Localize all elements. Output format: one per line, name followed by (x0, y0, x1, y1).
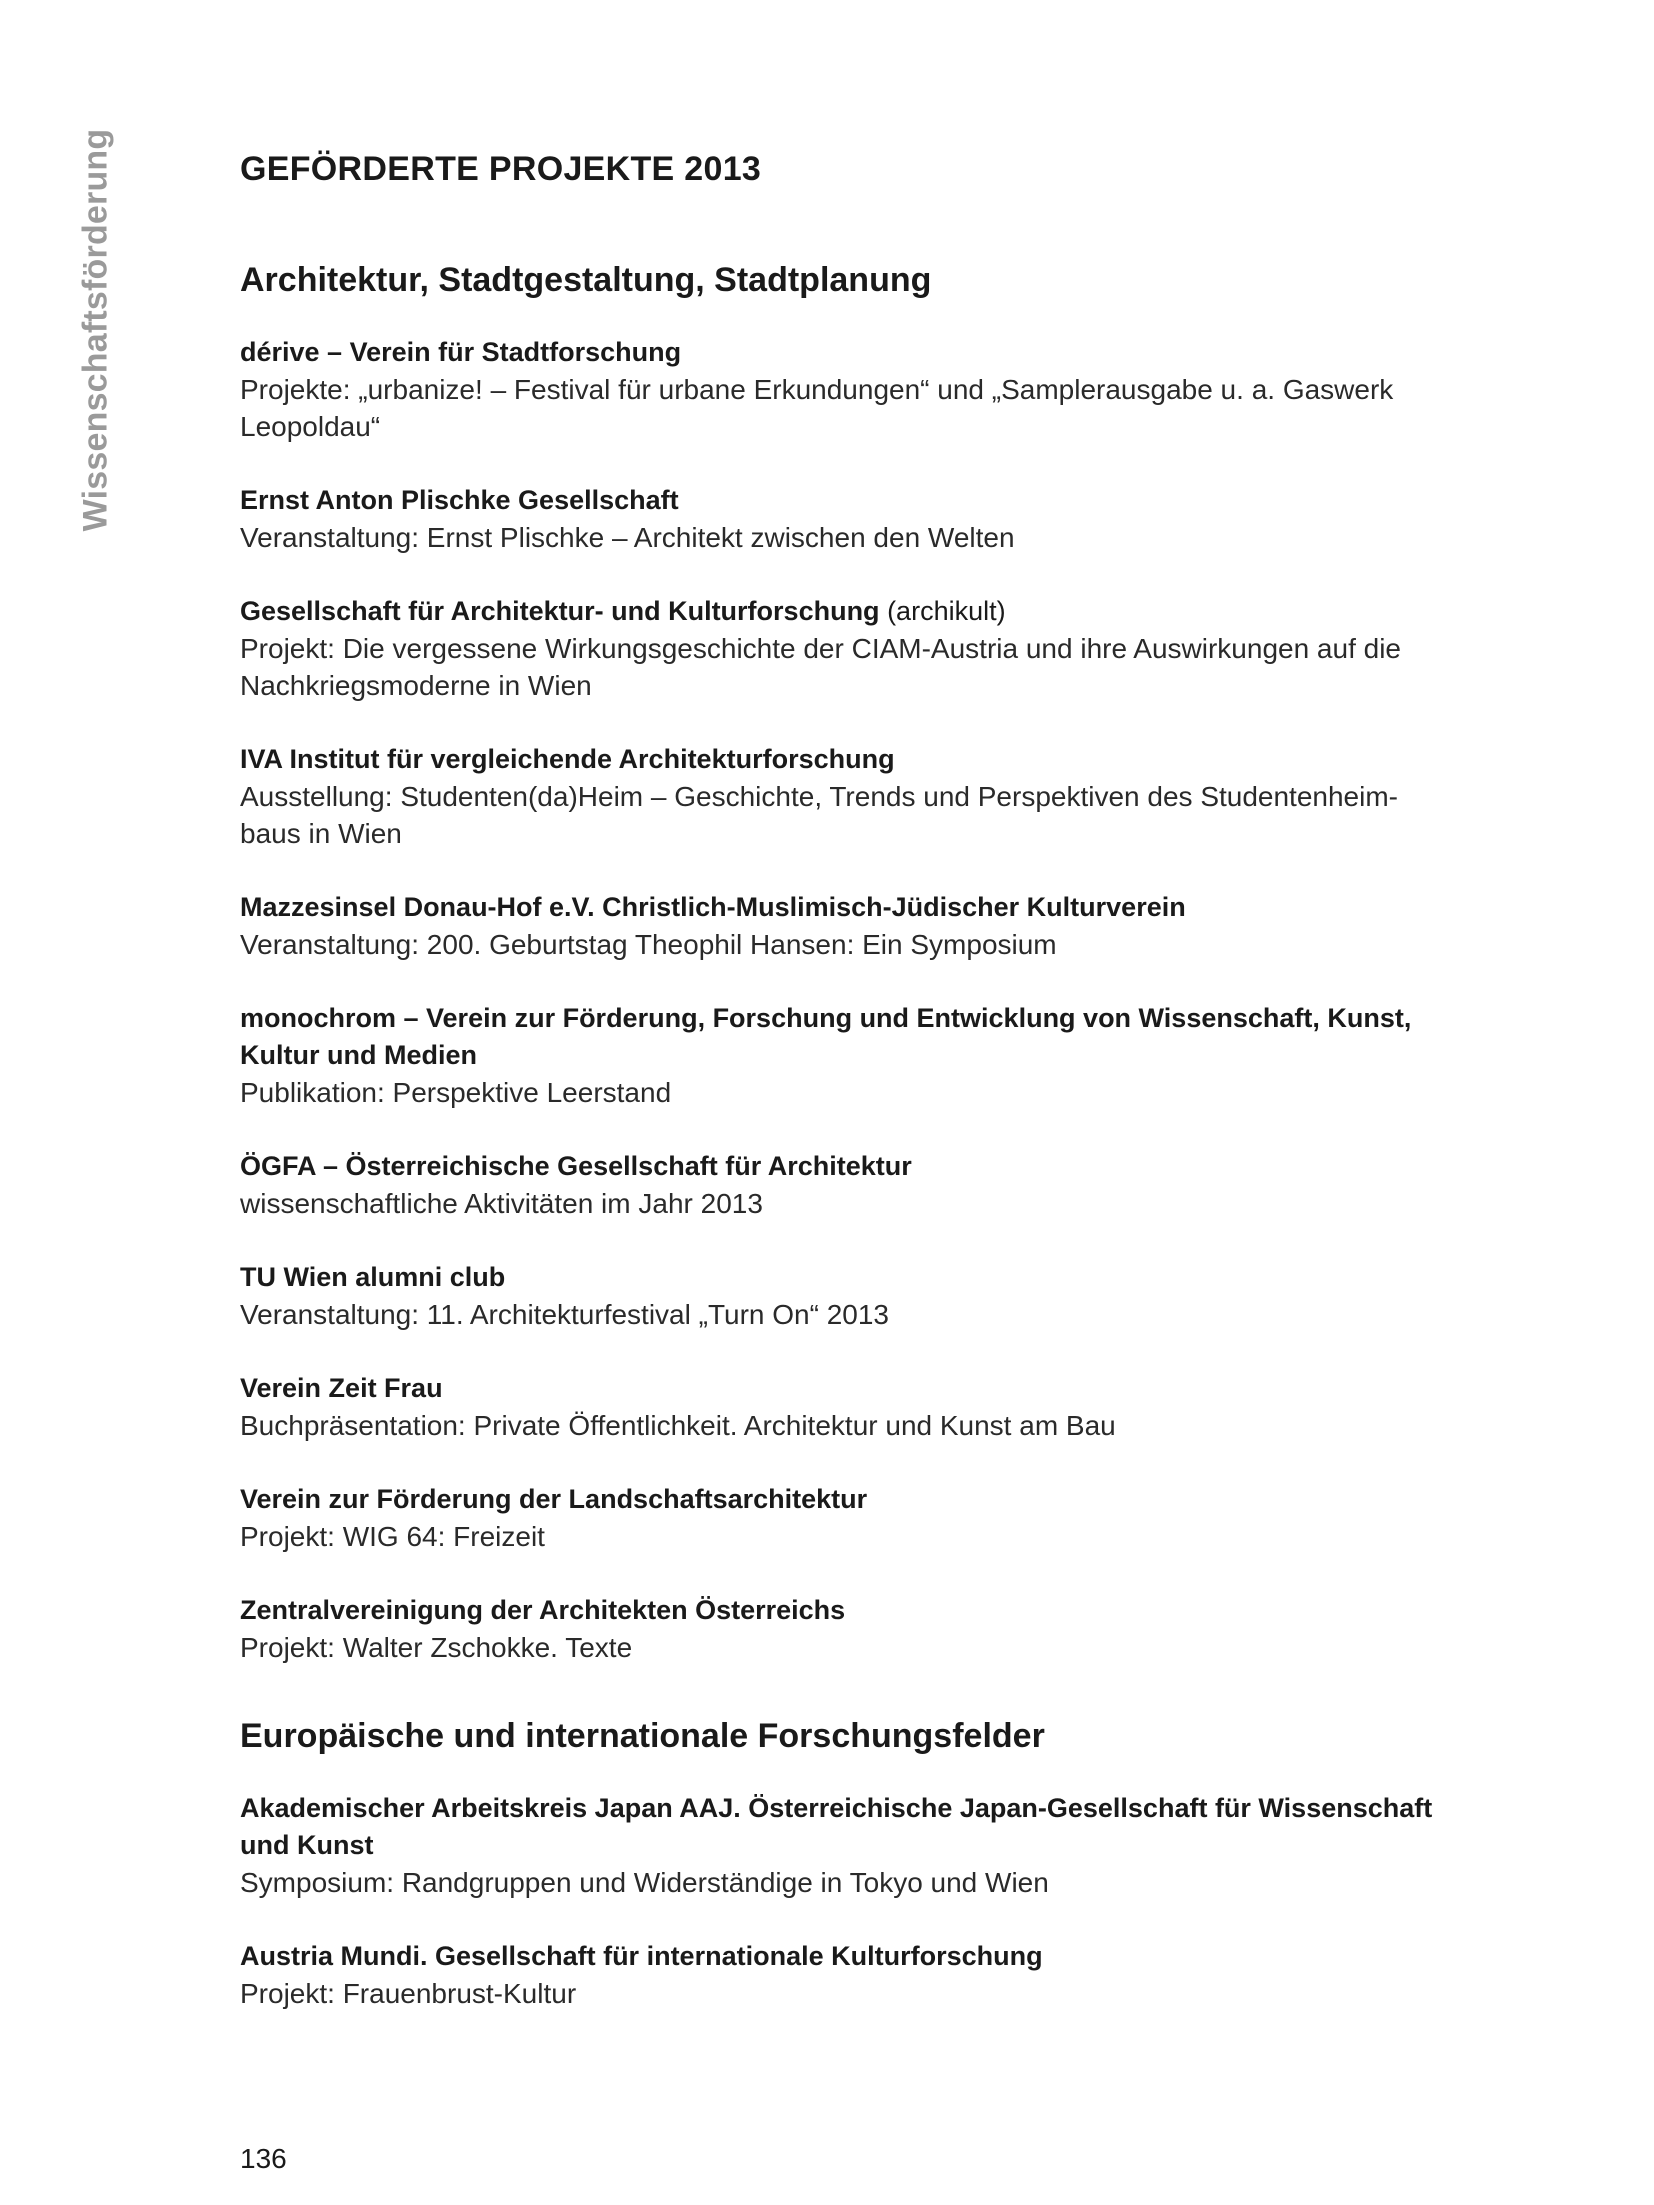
project-description: wissenschaftliche Aktivitäten im Jahr 2013 (240, 1188, 763, 1219)
list-item (240, 1000, 1440, 1111)
list-item (240, 741, 1440, 852)
project-description: Projekte: „urbanize! – Festival für urbane Erkundungen“ und „Samplerausgabe u. a. Gaswerk Leopoldau“ (240, 374, 1394, 442)
sidebar-section-label: Wissenschaftsförderung (76, 128, 115, 532)
page-number: 136 (240, 2143, 287, 2174)
main-content (240, 148, 1440, 2012)
list-item (240, 1481, 1440, 1555)
list-item (240, 482, 1440, 556)
organization-name: ÖGFA – Österreichische Gesellschaft für Architektur (240, 1151, 912, 1181)
list-item (240, 334, 1440, 445)
list-item (240, 1592, 1440, 1666)
project-description: Publikation: Perspektive Leerstand (240, 1077, 672, 1108)
section-heading: Architektur, Stadtgestaltung, Stadtplanung (240, 261, 932, 299)
list-item (240, 593, 1440, 704)
list-item (240, 1938, 1440, 2012)
organization-name: Zentralvereinigung der Architekten Österreichs (240, 1595, 846, 1625)
project-description: Projekt: Die vergessene Wirkungsgeschichte der CIAM-Austria und ihre Auswirkungen auf die Nachkriegsmoderne in Wien (240, 633, 1402, 701)
organization-name: Ernst Anton Plischke Gesellschaft (240, 485, 679, 515)
organization-name: Verein zur Förderung der Landschaftsarchitektur (240, 1484, 868, 1514)
organization-name: Austria Mundi. Gesellschaft für internationale Kulturforschung (240, 1941, 1043, 1971)
project-description: Projekt: WIG 64: Freizeit (240, 1521, 545, 1552)
sidebar-section-tab (76, 128, 116, 532)
project-description: Projekt: Walter Zschokke. Texte (240, 1632, 633, 1663)
list-item (240, 1148, 1440, 1222)
section-architektur (240, 258, 1440, 1666)
entry-list (240, 334, 1440, 1666)
page-title: GEFÖRDERTE PROJEKTE 2013 (240, 150, 762, 188)
list-item (240, 1259, 1440, 1333)
organization-name: monochrom – Verein zur Förderung, Forschung und Entwicklung von Wissenschaft, Kunst, Kultur und Medien (240, 1003, 1412, 1070)
list-item (240, 1370, 1440, 1444)
organization-name: TU Wien alumni club (240, 1262, 506, 1292)
project-description: Symposium: Randgruppen und Widerständige in Tokyo und Wien (240, 1867, 1049, 1898)
organization-name: Akademischer Arbeitskreis Japan AAJ. Österreichische Japan-Gesellschaft für Wissenschaft und Kunst (240, 1793, 1433, 1860)
section-international (240, 1714, 1440, 2012)
section-heading: Europäische und internationale Forschungsfelder (240, 1717, 1045, 1755)
project-description: Projekt: Frauenbrust-Kultur (240, 1978, 577, 2009)
organization-name: Verein Zeit Frau (240, 1373, 443, 1403)
entry-list (240, 1790, 1440, 2012)
list-item (240, 889, 1440, 963)
project-description: Veranstaltung: 11. Architekturfestival „Turn On“ 2013 (240, 1299, 890, 1330)
organization-name: Mazzesinsel Donau-Hof e.V. Christlich-Muslimisch-Jüdischer Kulturverein (240, 892, 1186, 922)
organization-name: Gesellschaft für Architektur- und Kulturforschung (archikult) (240, 596, 1006, 626)
project-description: Ausstellung: Studenten(da)Heim – Geschichte, Trends und Perspektiven des Studentenheim-baus in Wien (240, 781, 1398, 849)
organization-name: dérive – Verein für Stadtforschung (240, 337, 682, 367)
project-description: Veranstaltung: Ernst Plischke – Architekt zwischen den Welten (240, 522, 1015, 553)
list-item (240, 1790, 1440, 1901)
project-description: Veranstaltung: 200. Geburtstag Theophil Hansen: Ein Symposium (240, 929, 1057, 960)
project-description: Buchpräsentation: Private Öffentlichkeit. Architektur und Kunst am Bau (240, 1410, 1116, 1441)
organization-name: IVA Institut für vergleichende Architekturforschung (240, 744, 895, 774)
